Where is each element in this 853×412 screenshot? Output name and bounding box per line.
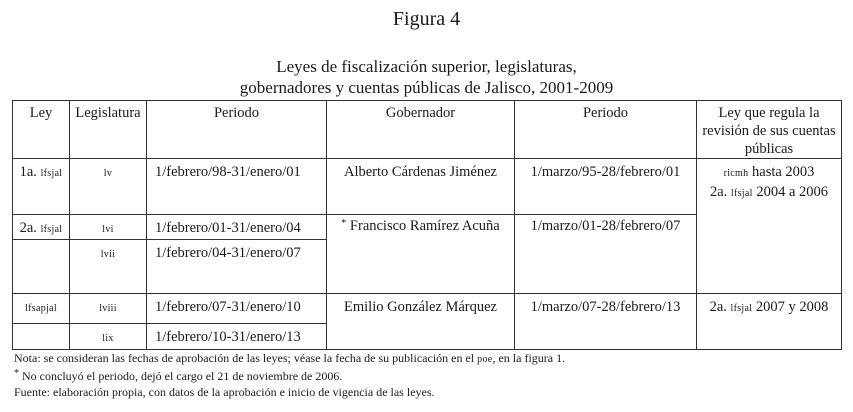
header-ley: Ley	[13, 101, 70, 159]
note-1: Nota: se consideran las fechas de aprobación de las leyes; véase la fecha de su publicación en el poe, en la figura 1.	[14, 351, 566, 365]
legislatura-cell: lix	[70, 324, 147, 350]
gobernador-cell: Emilio González Márquez	[327, 294, 515, 350]
periodo-legislatura-cell: 1/febrero/07-31/enero/10	[147, 294, 327, 324]
figure-subtitle-line-1: Leyes de fiscalización superior, legislaturas,	[276, 57, 577, 76]
periodo-legislatura-cell: 1/febrero/04-31/enero/07	[147, 240, 327, 294]
periodo-legislatura-cell: 1/febrero/10-31/enero/13	[147, 324, 327, 350]
header-ley-regula: Ley que regula la revisión de sus cuentas públicas	[697, 101, 842, 159]
figure-subtitle-line-2: gobernadores y cuentas públicas de Jalisco, 2001-2009	[239, 78, 614, 97]
header-gobernador: Gobernador	[327, 101, 515, 159]
periodo-gobernador-cell: 1/marzo/07-28/febrero/13	[515, 294, 697, 350]
gobernador-cell: * Francisco Ramírez Acuña	[327, 215, 515, 294]
ley-cell	[13, 324, 70, 350]
data-table	[12, 100, 842, 350]
gobernador-cell: Alberto Cárdenas Jiménez	[327, 159, 515, 215]
table-row	[13, 294, 842, 324]
ley-regula-cell: 2a. lfsjal 2007 y 2008	[697, 294, 842, 350]
header-periodo-gobernador: Periodo	[515, 101, 697, 159]
table-row	[13, 159, 842, 215]
source-note: Fuente: elaboración propia, con datos de la aprobación e inicio de vigencia de las leyes.	[14, 385, 435, 399]
header-legislatura: Legislatura	[70, 101, 147, 159]
periodo-legislatura-cell: 1/febrero/01-31/enero/04	[147, 215, 327, 240]
periodo-gobernador-cell: 1/marzo/95-28/febrero/01	[515, 159, 697, 215]
legislatura-cell: lvii	[70, 240, 147, 294]
legislatura-cell: lv	[70, 159, 147, 215]
ley-regula-line: ricmh hasta 2003	[723, 164, 815, 180]
ley-regula-cell	[697, 159, 842, 294]
ley-regula-line: 2a. lfsjal 2004 a 2006	[709, 184, 829, 200]
ley-cell: 2a. lfsjal	[13, 215, 70, 240]
header-row	[13, 101, 842, 159]
note-2: * No concluyó el periodo, dejó el cargo el 21 de noviembre de 2006.	[14, 368, 343, 383]
figure-title: Figura 4	[392, 8, 461, 30]
ley-cell: lfsapjal	[13, 294, 70, 324]
periodo-legislatura-cell: 1/febrero/98-31/enero/01	[147, 159, 327, 215]
legislatura-cell: lviii	[70, 294, 147, 324]
ley-cell: 1a. lfsjal	[13, 159, 70, 215]
header-periodo-legislatura: Periodo	[147, 101, 327, 159]
notes	[14, 350, 844, 400]
ley-cell	[13, 240, 70, 294]
legislatura-cell: lvi	[70, 215, 147, 240]
periodo-gobernador-cell: 1/marzo/01-28/febrero/07	[515, 215, 697, 294]
